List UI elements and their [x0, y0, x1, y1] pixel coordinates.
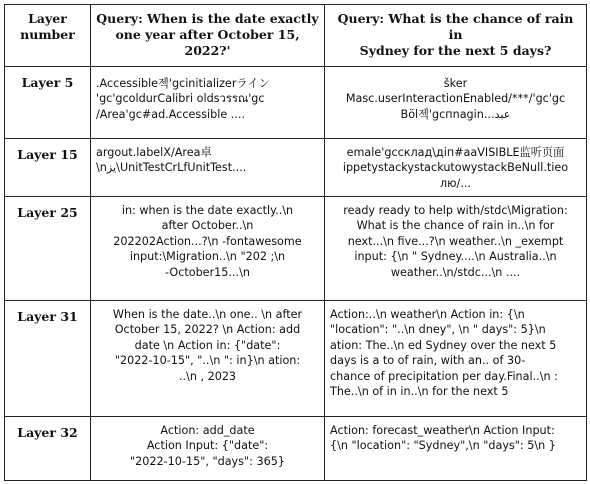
row-layer-label: Layer 15 — [5, 139, 91, 197]
date-query-output: argout.labelX/Area卓 \nيز\UnitTestCrLfUnitTest.... — [91, 139, 325, 197]
table-row — [5, 417, 587, 481]
row-layer-label: Layer 5 — [5, 67, 91, 139]
table-row — [5, 301, 587, 417]
layer-outputs-table — [4, 4, 587, 481]
header-query-rain: Query: What is the chance of rain in Sydney for the next 5 days? — [325, 5, 587, 67]
rain-query-output: emale'gcсклад\дiп#aaVISIBLE监听页面 ippetystackystackutowystackBeNull.tieo лю/... — [325, 139, 587, 197]
date-query-output: Action: add_date Action Input: {"date": "2022-10-15", "days": 365} — [91, 417, 325, 481]
table-header-row — [5, 5, 587, 67]
row-layer-label: Layer 25 — [5, 197, 91, 301]
date-query-output: in: when is the date exactly..\n after October..\n 202202Action...?\n -fontawesome input:\Migration..\n "202 ;\n -October15...\n — [91, 197, 325, 301]
header-query-date: Query: When is the date exactly one year after October 15, 2022?' — [91, 5, 325, 67]
table-row — [5, 67, 587, 139]
table-row — [5, 197, 587, 301]
rain-query-output: ready ready to help with/stdc\Migration: What is the chance of rain in..\n for next...\n five...?\n weather..\n _exempt input: {\n " Sydney....\n Australia..\n weather..\n/stdc...\n .... — [325, 197, 587, 301]
row-layer-label: Layer 31 — [5, 301, 91, 417]
date-query-output: When is the date..\n one.. \n after October 15, 2022? \n Action: add date \n Action in: {"date": "2022-10-15", "..\n ": in}\n ation: ..\n , 2023 — [91, 301, 325, 417]
rain-query-output: Action:..\n weather\n Action in: {\n "location": "..\n dney", \n " days": 5}\n ation: The..\n ed Sydney over the next 5 days is a to of rain, with an.. of 30- chance of precipitation per day.Final..\n : The..\n of in in..\n for the next 5 — [325, 301, 587, 417]
row-layer-label: Layer 32 — [5, 417, 91, 481]
date-query-output: .Accessible젝'gcinitializerライン 'gc'gcoldurCalibri oldsวรรณ'gc /Area'gc#ad.Accessible .... — [91, 67, 325, 139]
rain-query-output: šker Masc.userInteractionEnabled/***/'gc'gc Böl젝'gcпnagin...عبد — [325, 67, 587, 139]
table-row — [5, 139, 587, 197]
rain-query-output: Action: forecast_weather\n Action Input: {\n "location": "Sydney",\n "days": 5\n } — [325, 417, 587, 481]
header-layer-number: Layer number — [5, 5, 91, 67]
